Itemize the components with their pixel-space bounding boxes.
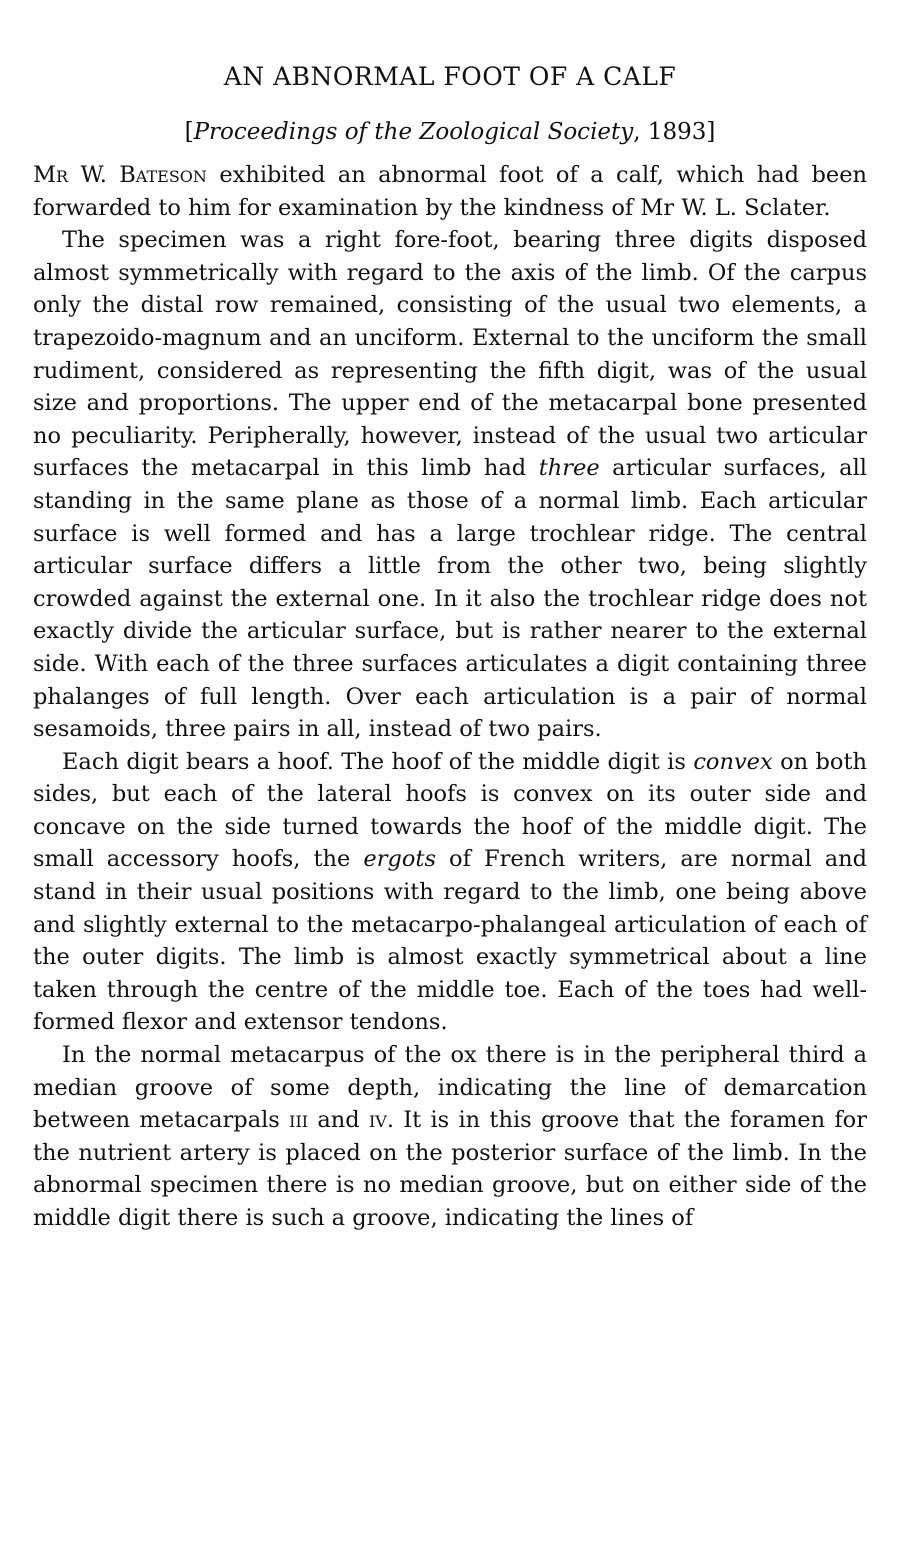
source-year: , 1893] [633, 119, 716, 145]
paragraph-3-text-a: Each digit bears a hoof. The hoof of the middle digit is [62, 748, 694, 775]
source-journal: Proceedings of the Zoological Society [193, 119, 634, 145]
roman-numeral-iii: iii [289, 1107, 309, 1134]
article-title: AN ABNORMAL FOOT OF A CALF [223, 62, 677, 91]
paragraph-4-text-a: In the normal metacarpus of the ox there is in the peripheral third a median groove of some depth, indicating the line of demarcation between metacarpals [33, 1042, 867, 1134]
document-page [33, 62, 867, 1235]
roman-numeral-iv: iv [368, 1107, 387, 1134]
paragraph-4-text-b: and [308, 1107, 369, 1134]
paragraph-2-emphasis: three [538, 455, 600, 482]
paragraph-3 [33, 746, 867, 1039]
paragraph-3-text-b: on both sides, but each of the lateral hoofs is convex on its outer side and concave on the side turned towards the hoof of the middle digit. The small accessory hoofs, the [33, 748, 867, 873]
paragraph-1-text: exhibited an abnormal foot of a calf, which had been forwarded to him for examination by the kindness of Mr W. L. Sclater. [33, 162, 868, 221]
paragraph-4 [33, 1039, 867, 1235]
source-open-bracket: [ [184, 119, 194, 145]
paragraph-4-text-c: . It is in this groove that the foramen for the nutrient artery is placed on the posterior surface of the limb. In the abnormal specimen there is no median groove, but on either side of the middle digit there is such a groove, indicating the lines of [33, 1107, 867, 1231]
paragraph-2-text-b: articular surfaces, all standing in the same plane as those of a normal limb. Each articular surface is well formed and has a large trochlear ridge. The central articular surface differs a little from the other two, being slightly crowded against the external one. In it also the trochlear ridge does not exactly divide the articular surface, but is rather nearer to the external side. With each of the three surfaces articulates a digit containing three phalanges of full length. Over each articulation is a pair of normal sesamoids, three pairs in all, instead of two pairs. [33, 455, 867, 743]
speaker-name: Bateson [119, 162, 207, 188]
source-citation [33, 119, 867, 145]
paragraph-2 [33, 224, 867, 746]
paragraph-1 [33, 159, 867, 224]
paragraph-3-emphasis-ergots: ergots [363, 846, 436, 873]
speaker-initial: W. [68, 162, 120, 188]
paragraph-2-text-a: The specimen was a right fore-foot, bearing three digits disposed almost symmetrically with regard to the axis of the limb. Of the carpus only the distal row remained, consisting of the usual two elements, a trapezoido-magnum and an unciform. External to the unciform the small rudiment, considered as representing the fifth digit, was of the usual size and proportions. The upper end of the metacarpal bone presented no peculiarity. Peripherally, however, instead of the usual two articular surfaces the metacarpal in this limb had [33, 227, 867, 482]
speaker-title: Mr [33, 162, 69, 188]
paragraph-3-emphasis-convex: convex [693, 748, 773, 775]
paragraph-3-text-c: of French writers, are normal and stand in their usual positions with regard to the limb, one being above and slightly external to the metacarpo-phalangeal articulation of each of the outer digits. The limb is almost exactly symmetrical about a line taken through the centre of the middle toe. Each of the toes had well-formed flexor and extensor tendons. [33, 846, 867, 1036]
